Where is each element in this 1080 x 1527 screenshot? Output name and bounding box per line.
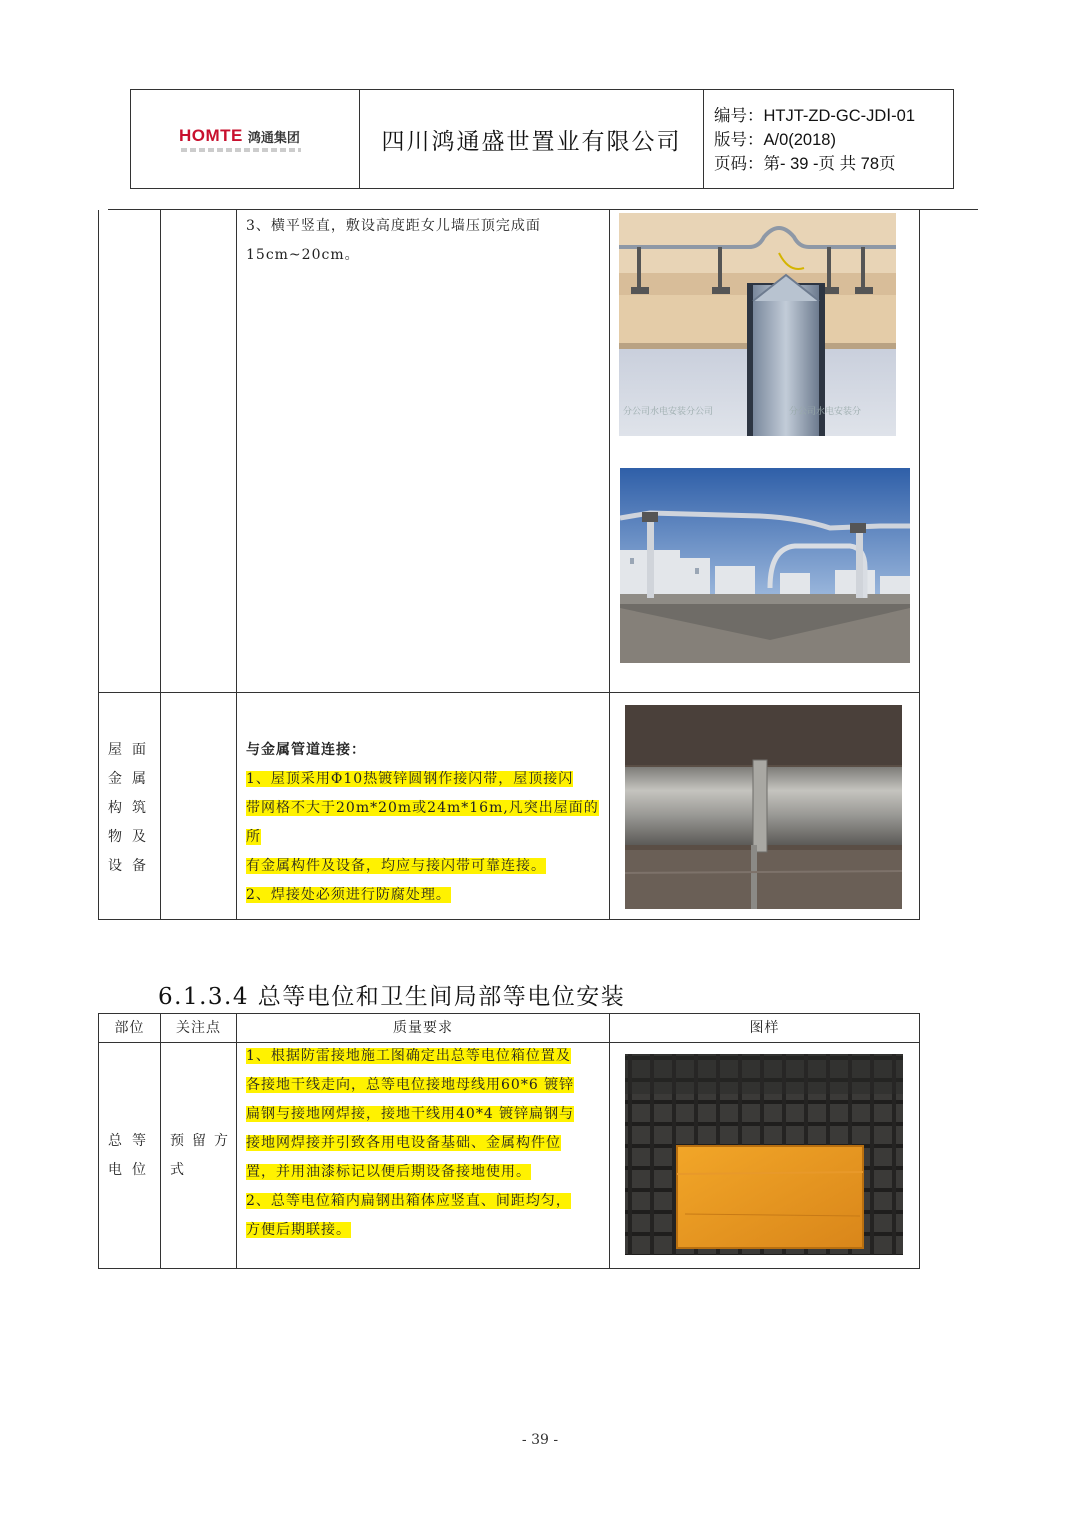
requirement-heading: 与金属管道连接：: [246, 742, 366, 758]
requirement-text: 各接地干线走向，总等电位接地母线用60*6 镀锌: [246, 1077, 575, 1093]
company-logo: [179, 126, 300, 146]
part-label: [108, 1127, 158, 1185]
part-label-line: 构筑: [108, 800, 156, 816]
table-row: [246, 1042, 608, 1245]
requirement-text: 接地网焊接并引致各用电设备基础、金属构件位: [246, 1135, 561, 1151]
document-header: [130, 89, 954, 189]
table-row: [246, 736, 608, 910]
logo-brand: HOMTE: [179, 126, 243, 145]
focus-label-line: 式: [170, 1162, 192, 1178]
part-label: [108, 736, 158, 881]
logo-cn-name: 鸿通集团: [247, 129, 300, 145]
document-meta: [704, 90, 955, 188]
document-code: 编号：HTJT-ZD-GC-JDⅠ-01: [714, 107, 916, 125]
column-header-requirement: 质量要求: [393, 1020, 453, 1036]
photo-metal-pipe-connection: [625, 705, 902, 909]
requirement-text: 3、横平竖直，敷设高度距女儿墙压顶完成面: [246, 218, 541, 234]
svg-text:分公司水电安装分: 分公司水电安装分: [789, 407, 862, 417]
focus-label: [170, 1127, 236, 1185]
photo-parapet-lightning-strip: [619, 213, 896, 436]
focus-label-line: 预留方: [170, 1133, 236, 1149]
table-row: [246, 212, 606, 270]
requirement-text: 15cm~20cm。: [246, 247, 360, 263]
requirement-text: 扁钢与接地网焊接，接地干线用40*4 镀锌扁钢与: [246, 1106, 575, 1122]
part-label-line: 总等: [108, 1133, 156, 1149]
part-label-line: 屋面: [108, 742, 156, 758]
section-title: 6.1.3.4 总等电位和卫生间局部等电位安装: [158, 984, 626, 1010]
logo-slogan-decoration: [181, 148, 301, 152]
header-rule: [108, 209, 978, 210]
logo-cell: [131, 90, 360, 188]
svg-text:分公司水电安装分公司: 分公司水电安装分公司: [623, 407, 714, 417]
column-header-part: 部位: [114, 1020, 145, 1036]
document-version: 版号：A/0(2018): [714, 131, 836, 149]
part-label-line: 电位: [108, 1162, 156, 1178]
part-label-line: 设备: [108, 858, 156, 874]
part-label-line: 物及: [108, 829, 156, 845]
part-label-line: 金属: [108, 771, 156, 787]
requirement-text: 带网格不大于20m*20m或24m*16m,凡突出屋面的所: [246, 800, 599, 845]
requirement-text: 方便后期联接。: [246, 1222, 351, 1238]
column-header-focus: 关注点: [176, 1020, 221, 1036]
requirement-text: 1、屋顶采用Φ10热镀锌圆钢作接闪带，屋顶接闪: [246, 771, 574, 787]
requirement-text: 1、根据防雷接地施工图确定出总等电位箱位置及: [246, 1048, 571, 1064]
column-header-figure: 图样: [749, 1020, 780, 1036]
company-name: 四川鸿通盛世置业有限公司: [360, 90, 704, 188]
requirement-text: 2、总等电位箱内扁钢出箱体应竖直、间距均匀，: [246, 1193, 571, 1209]
document-page: 页码：第- 39 -页 共 78页: [714, 155, 896, 173]
page-number: - 39 -: [521, 1432, 559, 1448]
photo-equipotential-box: [625, 1054, 903, 1255]
requirement-text: 有金属构件及设备，均应与接闪带可靠连接。: [246, 858, 546, 874]
photo-rooftop-lightning-rod: [620, 468, 910, 663]
requirement-text: 2、焊接处必须进行防腐处理。: [246, 887, 451, 903]
requirement-text: 置，并用油漆标记以便后期设备接地使用。: [246, 1164, 531, 1180]
